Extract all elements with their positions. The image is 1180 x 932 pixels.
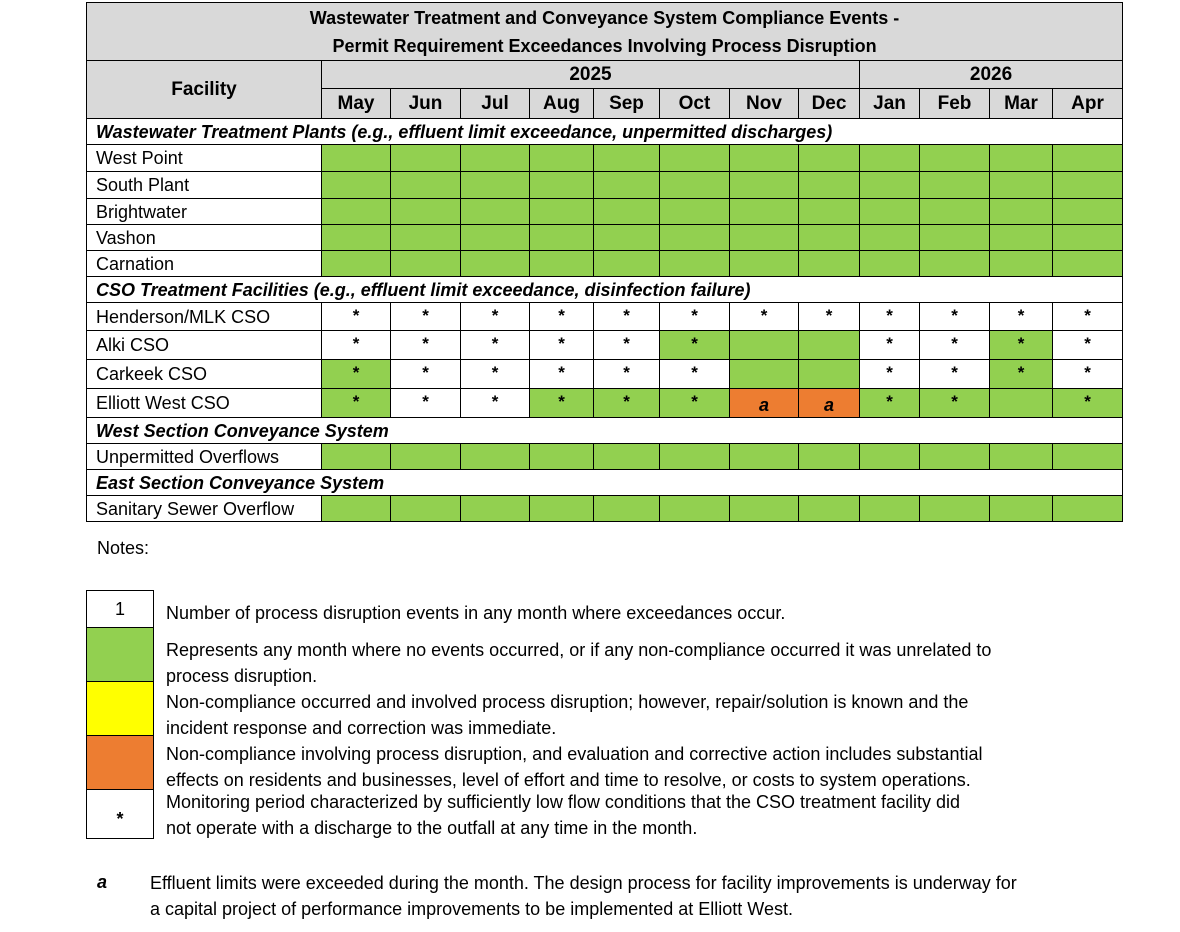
- facility-name: Henderson/MLK CSO: [87, 303, 322, 331]
- no-discharge-mark: *: [886, 305, 893, 325]
- legend-line: Number of process disruption events in any month where exceedances occur.: [166, 603, 786, 623]
- status-cell: [730, 360, 799, 389]
- footnote-mark-cell: a: [823, 395, 834, 415]
- status-cell: [990, 199, 1053, 225]
- status-cell: [594, 360, 660, 389]
- status-cell: [391, 225, 461, 251]
- status-cell: [920, 303, 990, 331]
- footnote-mark-cell: a: [758, 395, 769, 415]
- status-cell: [660, 444, 730, 470]
- status-cell: [799, 199, 860, 225]
- status-cell: [660, 145, 730, 172]
- status-cell: [660, 303, 730, 331]
- no-discharge-mark: *: [422, 363, 429, 382]
- section-header: Wastewater Treatment Plants (e.g., effluent limit exceedance, unpermitted discharges): [87, 119, 1123, 145]
- no-discharge-mark: *: [623, 363, 630, 382]
- status-cell: [461, 444, 530, 470]
- legend-line: Non-compliance involving process disruption, and evaluation and corrective action includes substantial: [166, 744, 983, 764]
- status-cell: [920, 331, 990, 360]
- no-discharge-mark: *: [558, 334, 565, 353]
- legend-symbol: 1: [114, 599, 125, 619]
- legend-description: [166, 741, 982, 793]
- status-cell: [920, 389, 990, 418]
- section-header: West Section Conveyance System: [87, 418, 1123, 444]
- status-cell: [322, 389, 391, 418]
- no-discharge-mark: *: [691, 392, 698, 411]
- status-cell: [860, 172, 920, 199]
- table-row: [87, 496, 1123, 522]
- facility-name: South Plant: [87, 172, 322, 199]
- status-cell: [530, 496, 594, 522]
- status-cell: [391, 331, 461, 360]
- no-discharge-mark: *: [951, 334, 958, 353]
- status-cell: [1053, 389, 1123, 418]
- legend-description: [166, 689, 968, 741]
- legend-description: [166, 637, 991, 689]
- status-cell: [594, 389, 660, 418]
- month-header: Aug: [530, 89, 594, 119]
- status-cell: [1053, 145, 1123, 172]
- status-cell: [860, 496, 920, 522]
- status-cell: [322, 360, 391, 389]
- status-cell: [461, 496, 530, 522]
- no-discharge-mark: *: [422, 392, 429, 411]
- status-cell: [391, 199, 461, 225]
- status-cell: [594, 172, 660, 199]
- status-cell: [461, 331, 530, 360]
- status-cell: [530, 303, 594, 331]
- table-row: [87, 303, 1123, 331]
- no-discharge-mark: *: [886, 392, 893, 411]
- status-cell: [594, 145, 660, 172]
- status-cell: [799, 172, 860, 199]
- status-cell: [730, 225, 799, 251]
- status-cell: [1053, 172, 1123, 199]
- no-discharge-mark: *: [1084, 392, 1091, 411]
- no-discharge-mark: *: [691, 363, 698, 382]
- status-cell: [860, 389, 920, 418]
- status-cell: [660, 251, 730, 277]
- status-cell: [730, 496, 799, 522]
- month-header: Jul: [461, 89, 530, 119]
- legend-swatch: [86, 735, 154, 790]
- no-discharge-mark: *: [623, 392, 630, 411]
- status-cell: [322, 145, 391, 172]
- no-discharge-mark: *: [491, 392, 499, 411]
- table-row: [87, 145, 1123, 172]
- no-discharge-mark: *: [1084, 334, 1091, 353]
- table-title-line1: Wastewater Treatment and Conveyance System Compliance Events -: [309, 7, 900, 28]
- no-discharge-mark: *: [951, 305, 958, 325]
- status-cell: [860, 444, 920, 470]
- no-discharge-mark: *: [886, 334, 893, 353]
- status-cell: [799, 251, 860, 277]
- compliance-table: [86, 2, 1123, 522]
- status-cell: [461, 303, 530, 331]
- status-cell: [920, 496, 990, 522]
- status-cell: [990, 331, 1053, 360]
- status-cell: [391, 444, 461, 470]
- no-discharge-mark: *: [558, 305, 565, 325]
- status-cell: [322, 225, 391, 251]
- status-cell: [860, 360, 920, 389]
- facility-name: Vashon: [87, 225, 322, 251]
- month-header: Jun: [391, 89, 461, 119]
- status-cell: [391, 145, 461, 172]
- status-cell: [594, 225, 660, 251]
- notes-label: Notes:: [97, 538, 150, 558]
- no-discharge-mark: *: [1017, 363, 1025, 382]
- table-title-line2: Permit Requirement Exceedances Involving Process Disruption: [332, 35, 877, 56]
- status-cell: [530, 172, 594, 199]
- status-cell: [322, 331, 391, 360]
- month-header: Jan: [860, 89, 920, 119]
- status-cell: [990, 303, 1053, 331]
- no-discharge-mark: *: [760, 305, 768, 325]
- status-cell: [391, 360, 461, 389]
- status-cell: [920, 172, 990, 199]
- no-discharge-mark: *: [1017, 334, 1025, 353]
- no-discharge-mark: *: [623, 334, 630, 353]
- status-cell: [594, 496, 660, 522]
- no-discharge-mark: *: [352, 392, 360, 411]
- status-cell: [461, 389, 530, 418]
- table-title: [87, 3, 1123, 61]
- no-discharge-mark: *: [558, 392, 565, 411]
- section-header: CSO Treatment Facilities (e.g., effluent limit exceedance, disinfection failure): [87, 277, 1123, 303]
- legend-line: incident response and correction was immediate.: [166, 718, 557, 738]
- status-cell: [461, 199, 530, 225]
- status-cell: [860, 331, 920, 360]
- no-discharge-mark: *: [491, 363, 499, 382]
- month-header: Feb: [920, 89, 990, 119]
- status-cell: [920, 444, 990, 470]
- status-cell: [322, 251, 391, 277]
- no-discharge-mark: *: [1084, 363, 1091, 382]
- facility-name: Alki CSO: [87, 331, 322, 360]
- status-cell: [391, 172, 461, 199]
- table-row: [87, 251, 1123, 277]
- status-cell: [730, 199, 799, 225]
- status-cell: [990, 251, 1053, 277]
- table-row: [87, 360, 1123, 389]
- status-cell: [660, 331, 730, 360]
- status-cell: [391, 389, 461, 418]
- month-header: Sep: [594, 89, 660, 119]
- legend-swatch: [86, 789, 154, 839]
- table-row: [87, 199, 1123, 225]
- status-cell: [594, 444, 660, 470]
- year-header: 2025: [322, 61, 860, 89]
- legend-symbol: *: [116, 809, 124, 829]
- month-header: Apr: [1053, 89, 1123, 119]
- status-cell: [920, 251, 990, 277]
- facility-name: Brightwater: [87, 199, 322, 225]
- facility-name: Sanitary Sewer Overflow: [87, 496, 322, 522]
- status-cell: [730, 172, 799, 199]
- no-discharge-mark: *: [422, 305, 429, 325]
- status-cell: [920, 145, 990, 172]
- facility-name: Carkeek CSO: [87, 360, 322, 389]
- status-cell: [990, 360, 1053, 389]
- year-header: 2026: [860, 61, 1123, 89]
- table-row: [87, 172, 1123, 199]
- status-cell: [660, 199, 730, 225]
- status-cell: [530, 331, 594, 360]
- status-cell: [1053, 199, 1123, 225]
- no-discharge-mark: *: [491, 334, 499, 353]
- status-cell: [1053, 303, 1123, 331]
- status-cell: [461, 145, 530, 172]
- status-cell: [990, 444, 1053, 470]
- footnote-line: Effluent limits were exceeded during the month. The design process for facility improvements is underway for: [150, 873, 1017, 893]
- status-cell: [660, 496, 730, 522]
- month-header: Mar: [990, 89, 1053, 119]
- facility-column-header: Facility: [87, 61, 322, 119]
- no-discharge-mark: *: [691, 305, 698, 325]
- legend-line: Represents any month where no events occurred, or if any non-compliance occurred it was unrelated to: [166, 640, 992, 660]
- status-cell: [799, 389, 860, 418]
- status-cell: [530, 444, 594, 470]
- legend-description: [166, 600, 785, 626]
- status-cell: [322, 444, 391, 470]
- status-cell: [461, 225, 530, 251]
- status-cell: [799, 331, 860, 360]
- status-cell: [594, 303, 660, 331]
- status-cell: [730, 303, 799, 331]
- status-cell: [920, 225, 990, 251]
- no-discharge-mark: *: [352, 334, 360, 353]
- status-cell: [660, 225, 730, 251]
- status-cell: [461, 172, 530, 199]
- legend-line: effects on residents and businesses, level of effort and time to resolve, or costs to system operations.: [166, 770, 971, 790]
- status-cell: [1053, 251, 1123, 277]
- status-cell: [530, 145, 594, 172]
- status-cell: [799, 444, 860, 470]
- month-header: Nov: [730, 89, 799, 119]
- facility-name: Elliott West CSO: [87, 389, 322, 418]
- no-discharge-mark: *: [623, 305, 630, 325]
- no-discharge-mark: *: [951, 363, 958, 382]
- legend-description: [166, 789, 960, 841]
- no-discharge-mark: *: [886, 363, 893, 382]
- no-discharge-mark: *: [1084, 305, 1091, 325]
- status-cell: [730, 444, 799, 470]
- status-cell: [860, 225, 920, 251]
- status-cell: [730, 145, 799, 172]
- month-header: Oct: [660, 89, 730, 119]
- legend-swatch: [86, 681, 154, 736]
- legend-swatch: [86, 627, 154, 682]
- footnote-mark: a: [97, 872, 108, 892]
- month-header: Dec: [799, 89, 860, 119]
- facility-name: Unpermitted Overflows: [87, 444, 322, 470]
- status-cell: [730, 389, 799, 418]
- status-cell: [660, 360, 730, 389]
- status-cell: [1053, 225, 1123, 251]
- status-cell: [990, 225, 1053, 251]
- facility-name: West Point: [87, 145, 322, 172]
- status-cell: [530, 360, 594, 389]
- status-cell: [391, 303, 461, 331]
- no-discharge-mark: *: [352, 305, 360, 325]
- legend-line: Monitoring period characterized by sufficiently low flow conditions that the CSO treatment facility did: [166, 792, 961, 812]
- status-cell: [594, 331, 660, 360]
- status-cell: [990, 389, 1053, 418]
- no-discharge-mark: *: [491, 305, 499, 325]
- status-cell: [660, 389, 730, 418]
- no-discharge-mark: *: [1017, 305, 1025, 325]
- table-row: [87, 389, 1123, 418]
- status-cell: [1053, 496, 1123, 522]
- legend-line: process disruption.: [166, 666, 318, 686]
- status-cell: [594, 199, 660, 225]
- status-cell: [391, 496, 461, 522]
- no-discharge-mark: *: [352, 363, 360, 382]
- status-cell: [990, 172, 1053, 199]
- legend-line: Non-compliance occurred and involved process disruption; however, repair/solution is known and the: [166, 692, 969, 712]
- status-cell: [860, 145, 920, 172]
- status-cell: [990, 145, 1053, 172]
- status-cell: [530, 389, 594, 418]
- table-row: [87, 331, 1123, 360]
- status-cell: [730, 251, 799, 277]
- status-cell: [530, 251, 594, 277]
- table-row: [87, 444, 1123, 470]
- status-cell: [594, 251, 660, 277]
- no-discharge-mark: *: [691, 334, 698, 353]
- no-discharge-mark: *: [951, 392, 958, 411]
- status-cell: [799, 145, 860, 172]
- status-cell: [1053, 444, 1123, 470]
- status-cell: [990, 496, 1053, 522]
- legend-swatch: [86, 590, 154, 628]
- status-cell: [660, 172, 730, 199]
- status-cell: [799, 496, 860, 522]
- no-discharge-mark: *: [825, 305, 833, 325]
- table-row: [87, 225, 1123, 251]
- legend-line: not operate with a discharge to the outfall at any time in the month.: [166, 818, 698, 838]
- status-cell: [461, 360, 530, 389]
- status-cell: [730, 331, 799, 360]
- status-cell: [461, 251, 530, 277]
- status-cell: [322, 172, 391, 199]
- no-discharge-mark: *: [558, 363, 565, 382]
- footnote-line: a capital project of performance improvements to be implemented at Elliott West.: [150, 899, 793, 919]
- status-cell: [322, 303, 391, 331]
- no-discharge-mark: *: [422, 334, 429, 353]
- status-cell: [1053, 360, 1123, 389]
- status-cell: [1053, 331, 1123, 360]
- status-cell: [860, 199, 920, 225]
- status-cell: [530, 199, 594, 225]
- status-cell: [920, 360, 990, 389]
- status-cell: [322, 199, 391, 225]
- facility-name: Carnation: [87, 251, 322, 277]
- status-cell: [799, 303, 860, 331]
- status-cell: [322, 496, 391, 522]
- footnote-text: [150, 870, 1110, 922]
- month-header: May: [322, 89, 391, 119]
- status-cell: [799, 360, 860, 389]
- status-cell: [860, 303, 920, 331]
- status-cell: [860, 251, 920, 277]
- status-cell: [799, 225, 860, 251]
- status-cell: [391, 251, 461, 277]
- status-cell: [920, 199, 990, 225]
- section-header: East Section Conveyance System: [87, 470, 1123, 496]
- status-cell: [530, 225, 594, 251]
